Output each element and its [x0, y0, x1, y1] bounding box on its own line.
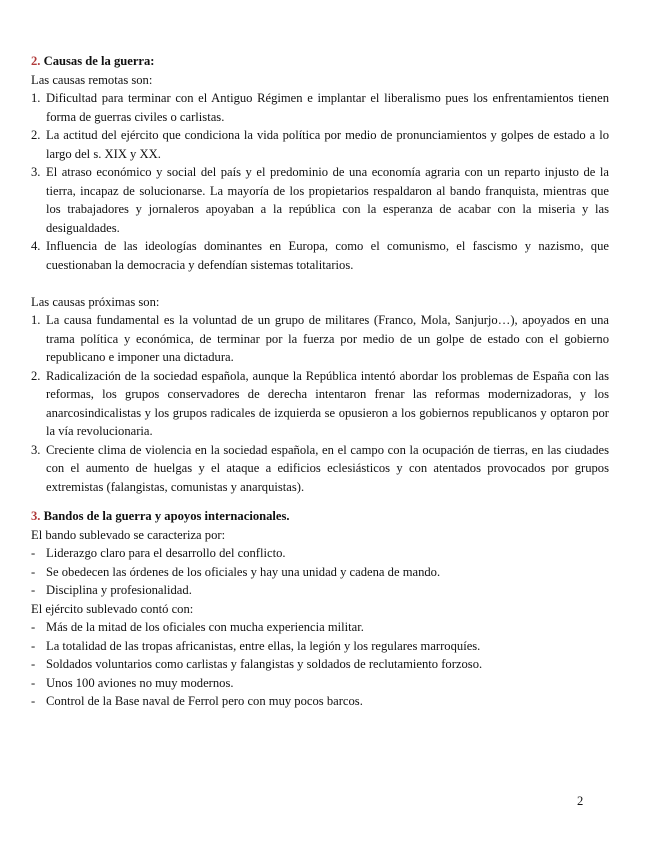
list-marker: - [31, 583, 36, 597]
list-item-text: La totalidad de las tropas africanistas, entre ellas, la legión y los regulares marroquíes. [46, 638, 481, 653]
list-item-text: Soldados voluntarios como carlistas y falangistas y soldados de reclutamiento forzoso. [46, 657, 483, 671]
list-item [31, 618, 609, 637]
list-item-text: La actitud del ejército que condiciona la vida política por medio de pronunciamientos y golpes de estado a lo largo del s. XIX y XX. [46, 128, 609, 161]
list-item-text: El atraso económico y social del país y el predominio de una economía agraria con un reparto injusto de la tierra, incapaz de solucionarse. La mayoría de los propietarios respaldaron al bando franquista, mientras que los trabajadores y jornaleros apoyaban a la república con la esperanza de acabar con la miseria y las desigualdades. [46, 165, 609, 235]
list-item [31, 692, 609, 711]
list-marker: 3. [31, 442, 41, 457]
list-item-text: Se obedecen las órdenes de los oficiales y hay una unidad y cadena de mando. [46, 564, 441, 579]
list-item [31, 367, 609, 441]
list-item-text: Disciplina y profesionalidad. [46, 583, 192, 597]
list-item-text: Influencia de las ideologías dominantes en Europa, como el comunismo, el fascismo y nazismo, que cuestionaban la democracia y defendían sistemas totalitarios. [46, 239, 609, 272]
list-item-text: Liderazgo claro para el desarrollo del conflicto. [46, 546, 286, 560]
section-2-title: Causas de la guerra: [43, 54, 155, 68]
list-marker: - [31, 620, 36, 634]
list-marker: - [31, 546, 36, 560]
list-item [31, 544, 609, 563]
near-causes-list [31, 311, 609, 496]
list-item [31, 237, 609, 274]
list-marker: - [31, 675, 36, 690]
list-marker: - [31, 657, 36, 671]
list-marker: - [31, 638, 36, 653]
list-item [31, 441, 609, 497]
list-item [31, 89, 609, 126]
list-item-text: Radicalización de la sociedad española, aunque la República intentó abordar los problemas de España con las reformas, los grupos conservadores de derecha intentaron frenar las reformas modernizadoras, y los anarcosindicalistas y los grupos radicales de izquierda se opusieron a los gobiernos republicanos y optaron por la vía revolucionaria. [46, 368, 609, 438]
list-marker: 1. [31, 91, 41, 105]
list-item-text: Más de la mitad de los oficiales con mucha experiencia militar. [46, 620, 364, 634]
list-item [31, 563, 609, 582]
list-marker: 2. [31, 368, 41, 383]
list-marker: 3. [31, 165, 41, 179]
section-3-title: Bandos de la guerra y apoyos internacionales. [43, 509, 290, 523]
rebel-army-intro: El ejército sublevado contó con: [31, 601, 194, 616]
list-marker: 1. [31, 313, 41, 327]
section-3-heading [31, 507, 609, 526]
section-2-heading [31, 52, 609, 71]
section-3-number: 3. [31, 509, 41, 523]
page-number: 2 [577, 794, 584, 808]
list-marker: - [31, 564, 36, 579]
list-marker: 4. [31, 239, 41, 253]
list-item [31, 581, 609, 600]
rebel-side-intro: El bando sublevado se caracteriza por: [31, 527, 226, 542]
list-item-text: Unos 100 aviones no muy modernos. [46, 675, 234, 690]
list-item [31, 674, 609, 693]
spacer [31, 274, 609, 293]
list-item [31, 126, 609, 163]
list-item-text: Dificultad para terminar con el Antiguo Régimen e implantar el liberalismo pues los enfrentamientos tienen forma de guerras civiles o carlistas. [46, 91, 609, 124]
list-item-text: La causa fundamental es la voluntad de un grupo de militares (Franco, Mola, Sanjurjo…), apoyados en una trama política y económica, de terminar por la fuerza por medio de un golpe de estado con el gobierno republicano e imponer una dictadura. [46, 313, 609, 364]
list-item [31, 655, 609, 674]
list-item [31, 637, 609, 656]
list-item [31, 311, 609, 367]
list-marker: - [31, 694, 36, 708]
remote-causes-list [31, 89, 609, 274]
section-2-number: 2. [31, 54, 41, 68]
list-item-text: Control de la Base naval de Ferrol pero con muy pocos barcos. [46, 694, 363, 708]
list-item-text: Creciente clima de violencia en la sociedad española, en el campo con la ocupación de tierras, en las ciudades con el aumento de huelgas y el ataque a edificios eclesiásticos y con atentados provocados por grupos extremistas (falangistas, comunistas y anarquistas). [46, 442, 609, 494]
remote-causes-intro: Las causas remotas son: [31, 72, 153, 87]
near-causes-intro: Las causas próximas son: [31, 294, 160, 309]
list-item [31, 163, 609, 237]
list-marker: 2. [31, 128, 41, 142]
rebel-side-traits-list [31, 544, 609, 600]
spacer [31, 496, 609, 507]
document-page [31, 52, 609, 711]
rebel-army-resources-list [31, 618, 609, 711]
